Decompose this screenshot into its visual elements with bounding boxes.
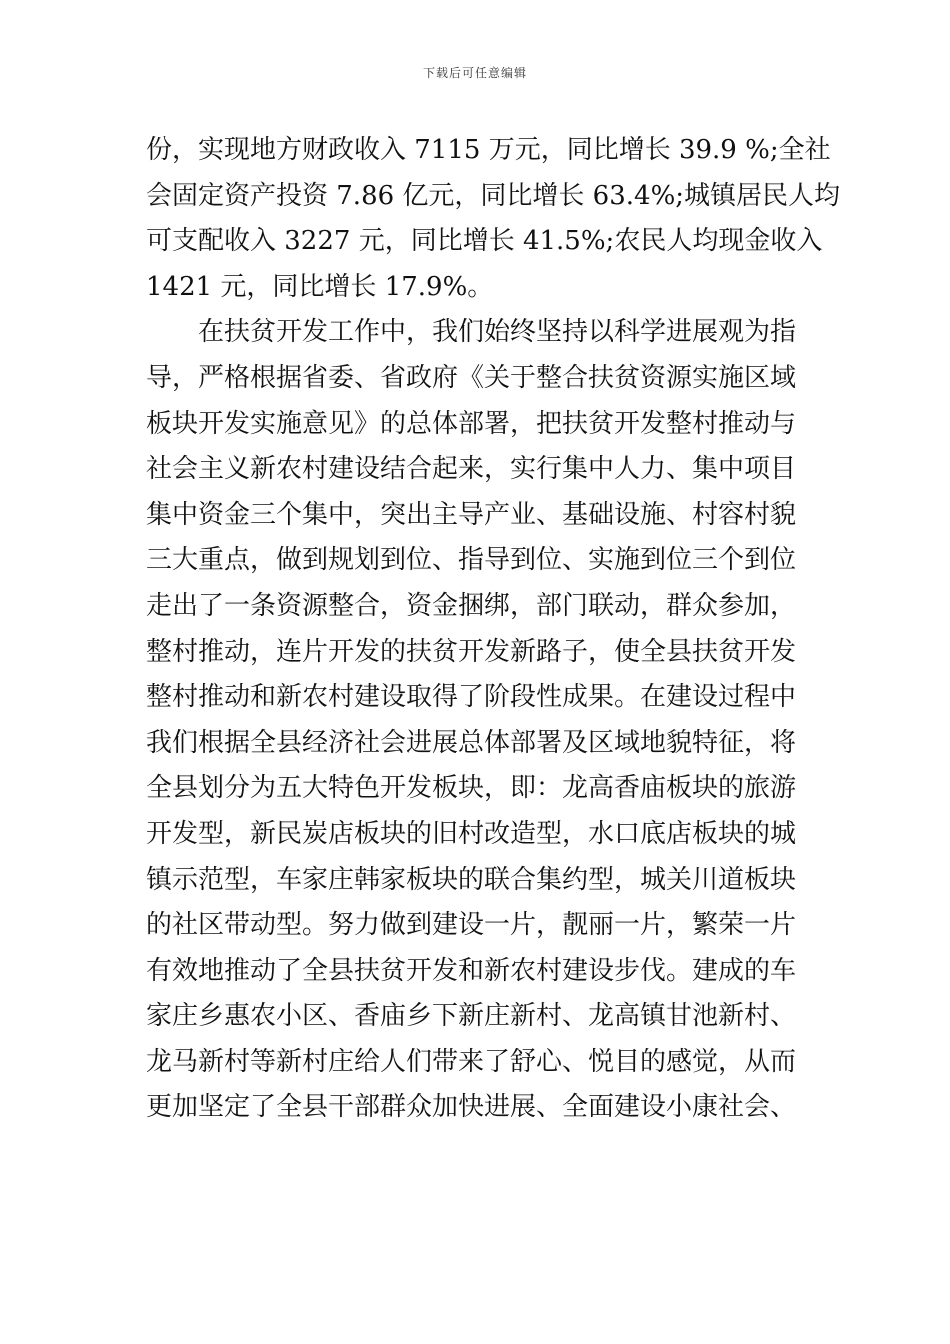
document-body [146,128,841,1131]
text-line: 导，严格根据省委、省政府《关于整合扶贫资源实施区域 [146,362,797,393]
text-line: 龙马新村等新村庄给人们带来了舒心、悦目的感觉，从而 [146,1046,797,1077]
text-line: 开发型，新民炭店板块的旧村改造型，水口底店板块的城 [146,818,797,849]
text-line: 我们根据全县经济社会进展总体部署及区域地貌特征，将 [146,727,797,758]
text-line: 1421 元，同比增长 17.9%。 [146,271,494,302]
text-line: 份，实现地方财政收入 7115 万元，同比增长 39.9 %;全社 [146,135,831,165]
text-line: 会固定资产投资 7.86 亿元，同比增长 63.4%;城镇居民人均 [146,180,841,211]
text-line: 三大重点，做到规划到位、指导到位、实施到位三个到位 [146,545,797,576]
text-line: 社会主义新农村建设结合起来，实行集中人力、集中项目 [146,454,797,485]
text-line: 的社区带动型。努力做到建设一片，靓丽一片，繁荣一片 [146,910,797,941]
text-line: 家庄乡惠农小区、香庙乡下新庄新村、龙高镇甘池新村、 [146,1001,797,1032]
text-line: 集中资金三个集中，突出主导产业、基础设施、村容村貌 [146,499,797,530]
text-line: 整村推动，连片开发的扶贫开发新路子，使全县扶贫开发 [146,636,797,667]
text-line: 有效地推动了全县扶贫开发和新农村建设步伐。建成的车 [146,955,797,986]
text-line: 走出了一条资源整合，资金捆绑，部门联动，群众参加， [146,590,797,621]
text-line: 在扶贫开发工作中，我们始终坚持以科学进展观为指 [146,317,797,348]
text-line: 可支配收入 3227 元，同比增长 41.5%;农民人均现金收入 [146,226,823,257]
text-line: 镇示范型，车家庄韩家板块的联合集约型，城关川道板块 [146,864,797,895]
text-line: 全县划分为五大特色开发板块，即：龙高香庙板块的旅游 [146,773,797,804]
text-line: 板块开发实施意见》的总体部署，把扶贫开发整村推动与 [146,408,797,439]
page-header: 下载后可任意编辑 [422,66,527,80]
text-line: 更加坚定了全县干部群众加快进展、全面建设小康社会、 [146,1092,797,1123]
text-line: 整村推动和新农村建设取得了阶段性成果。在建设过程中 [146,682,797,713]
